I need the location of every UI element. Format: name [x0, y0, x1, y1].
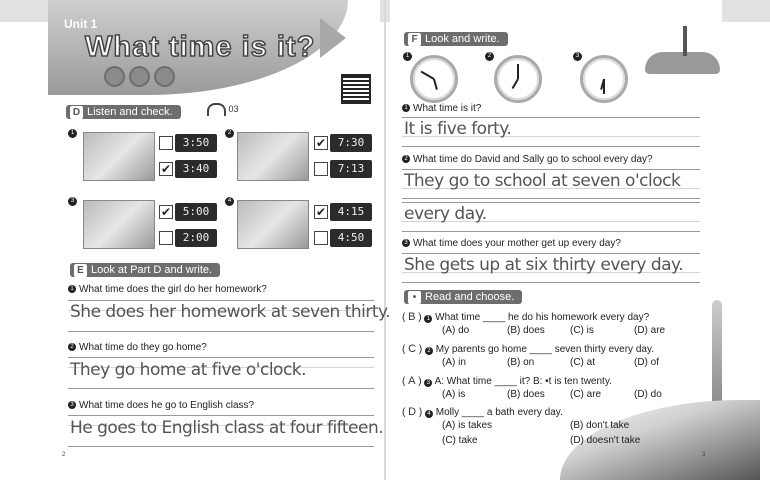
checkbox-checked[interactable]: ✔ [315, 205, 327, 219]
analog-clock-1 [410, 55, 458, 103]
digital-time: 5:00 [175, 203, 217, 221]
option: (A) is takes [442, 420, 493, 431]
option: (D) of [634, 357, 659, 368]
section-g-letter: • [408, 291, 421, 304]
mc-question-3: ( A ) 3 A: What time ____ it? B: •t is ten twenty. [402, 375, 612, 387]
section-f-title: Look and write. [425, 33, 500, 45]
question-text: What time is it? [413, 103, 482, 114]
section-d-title: Listen and check. [87, 106, 173, 118]
fish-tail [320, 18, 346, 58]
digital-time: 4:15 [330, 203, 372, 221]
option: (C) at [570, 357, 595, 368]
answer-letter[interactable]: D [408, 406, 417, 418]
answer-text: She does her homework at seven thirty. [70, 302, 391, 322]
photo-english-class [237, 200, 309, 249]
gutter [384, 0, 386, 480]
section-f-letter: F [408, 33, 421, 46]
digital-time: 3:50 [175, 134, 217, 152]
track-number: 03 [228, 103, 239, 114]
answer-text: They go home at five o'clock. [70, 360, 307, 380]
photo-child-drawing [237, 132, 309, 181]
section-g-header [404, 290, 522, 304]
question-3 [68, 400, 254, 411]
option: (D) are [634, 325, 666, 336]
digital-time: 4:50 [330, 229, 372, 247]
mc-question-2: ( C ) 2 My parents go home ____ seven thirty every day. [402, 343, 654, 355]
answer-text: He goes to English class at four fifteen. [70, 418, 384, 438]
page-number-left: 2 [62, 452, 66, 458]
question-number: 1 [424, 315, 432, 323]
question-number: 2 [425, 347, 433, 355]
item-number: 3 [68, 197, 77, 206]
option: (A) is [442, 389, 466, 400]
checkbox-checked[interactable]: ✔ [160, 205, 172, 219]
digital-time: 7:13 [330, 160, 372, 178]
answer-letter[interactable]: A [408, 375, 416, 387]
mc-question-1: ( B ) 1 What time ____ he do his homework every day? [402, 311, 650, 323]
answer-text: It is five forty. [404, 119, 512, 139]
section-d-header [66, 105, 181, 119]
page-number-right: 3 [702, 452, 706, 458]
analog-clock-2 [494, 55, 542, 103]
audio-track[interactable] [207, 103, 239, 116]
mc-question-4: ( D ) 4 Molly ____ a bath every day. [402, 406, 563, 418]
question-stem: Molly ____ a bath every day. [435, 407, 563, 418]
unit-label: Unit 1 [64, 17, 98, 31]
clock-number: 1 [403, 52, 412, 61]
analog-clock-3 [580, 55, 628, 103]
section-e-letter: E [74, 264, 87, 277]
answer-letter[interactable]: C [408, 343, 417, 355]
question-number: 2 [402, 155, 410, 163]
checkbox[interactable] [159, 136, 173, 150]
question-number: 3 [402, 239, 410, 247]
checkbox-checked[interactable]: ✔ [160, 162, 172, 176]
section-d-letter: D [70, 106, 83, 119]
seaweed-decoration [712, 300, 722, 410]
option: (C) are [570, 389, 602, 400]
answer-letter[interactable]: B [408, 311, 416, 323]
question-f3 [402, 238, 621, 249]
photo-kids-walking [83, 200, 155, 249]
section-f-header [404, 32, 508, 46]
question-number: 1 [68, 285, 76, 293]
question-1 [68, 284, 267, 295]
item-number: 1 [68, 129, 77, 138]
digital-time: 7:30 [330, 134, 372, 152]
question-number: 2 [68, 343, 76, 351]
question-number: 1 [402, 104, 410, 112]
question-stem: What time ____ he do his homework every day? [435, 312, 650, 323]
bubbles-decoration [104, 66, 179, 92]
question-number: 3 [68, 401, 76, 409]
checkbox[interactable] [314, 231, 328, 245]
item-number: 4 [225, 197, 234, 206]
section-e-header [70, 263, 220, 277]
option: (C) is [570, 325, 594, 336]
option: (B) don't take [570, 420, 630, 431]
checkbox-checked[interactable]: ✔ [315, 136, 327, 150]
question-stem: A: What time ____ it? B: •t is ten twenty. [434, 376, 612, 387]
question-text: What time do David and Sally go to school every day? [413, 154, 653, 165]
option: (D) doesn't take [570, 435, 641, 446]
question-text: What time do they go home? [79, 342, 207, 353]
section-e-title: Look at Part D and write. [91, 264, 213, 276]
question-text: What time does he go to English class? [79, 400, 255, 411]
question-number: 4 [425, 410, 433, 418]
option: (A) do [442, 325, 470, 336]
photo-girl-homework [83, 132, 155, 181]
option: (C) take [442, 435, 478, 446]
question-text: What time does your mother get up every day? [413, 238, 621, 249]
answer-text: She gets up at six thirty every day. [404, 255, 684, 275]
clock-number: 3 [573, 52, 582, 61]
item-number: 2 [225, 129, 234, 138]
checkbox[interactable] [159, 231, 173, 245]
headphones-icon [207, 103, 226, 116]
checkbox[interactable] [314, 162, 328, 176]
island-illustration [645, 24, 720, 76]
digital-time: 2:00 [175, 229, 217, 247]
section-g-title: Read and choose. [425, 291, 515, 303]
question-text: What time does the girl do her homework? [79, 284, 267, 295]
question-stem: My parents go home ____ seven thirty every day. [435, 344, 654, 355]
clock-number: 2 [485, 52, 494, 61]
option: (B) on [507, 357, 535, 368]
answer-text: They go to school at seven o'clock [404, 171, 681, 191]
question-f1 [402, 103, 481, 114]
option: (A) in [442, 357, 466, 368]
question-number: 3 [424, 379, 432, 387]
page-title: What time is it? [85, 31, 316, 63]
answer-text: every day. [404, 204, 487, 224]
qr-code-icon[interactable] [341, 74, 371, 104]
digital-time: 3:40 [175, 160, 217, 178]
option: (D) do [634, 389, 662, 400]
option: (B) does [507, 325, 545, 336]
option: (B) does [507, 389, 545, 400]
question-f2 [402, 154, 653, 165]
question-2 [68, 342, 207, 353]
